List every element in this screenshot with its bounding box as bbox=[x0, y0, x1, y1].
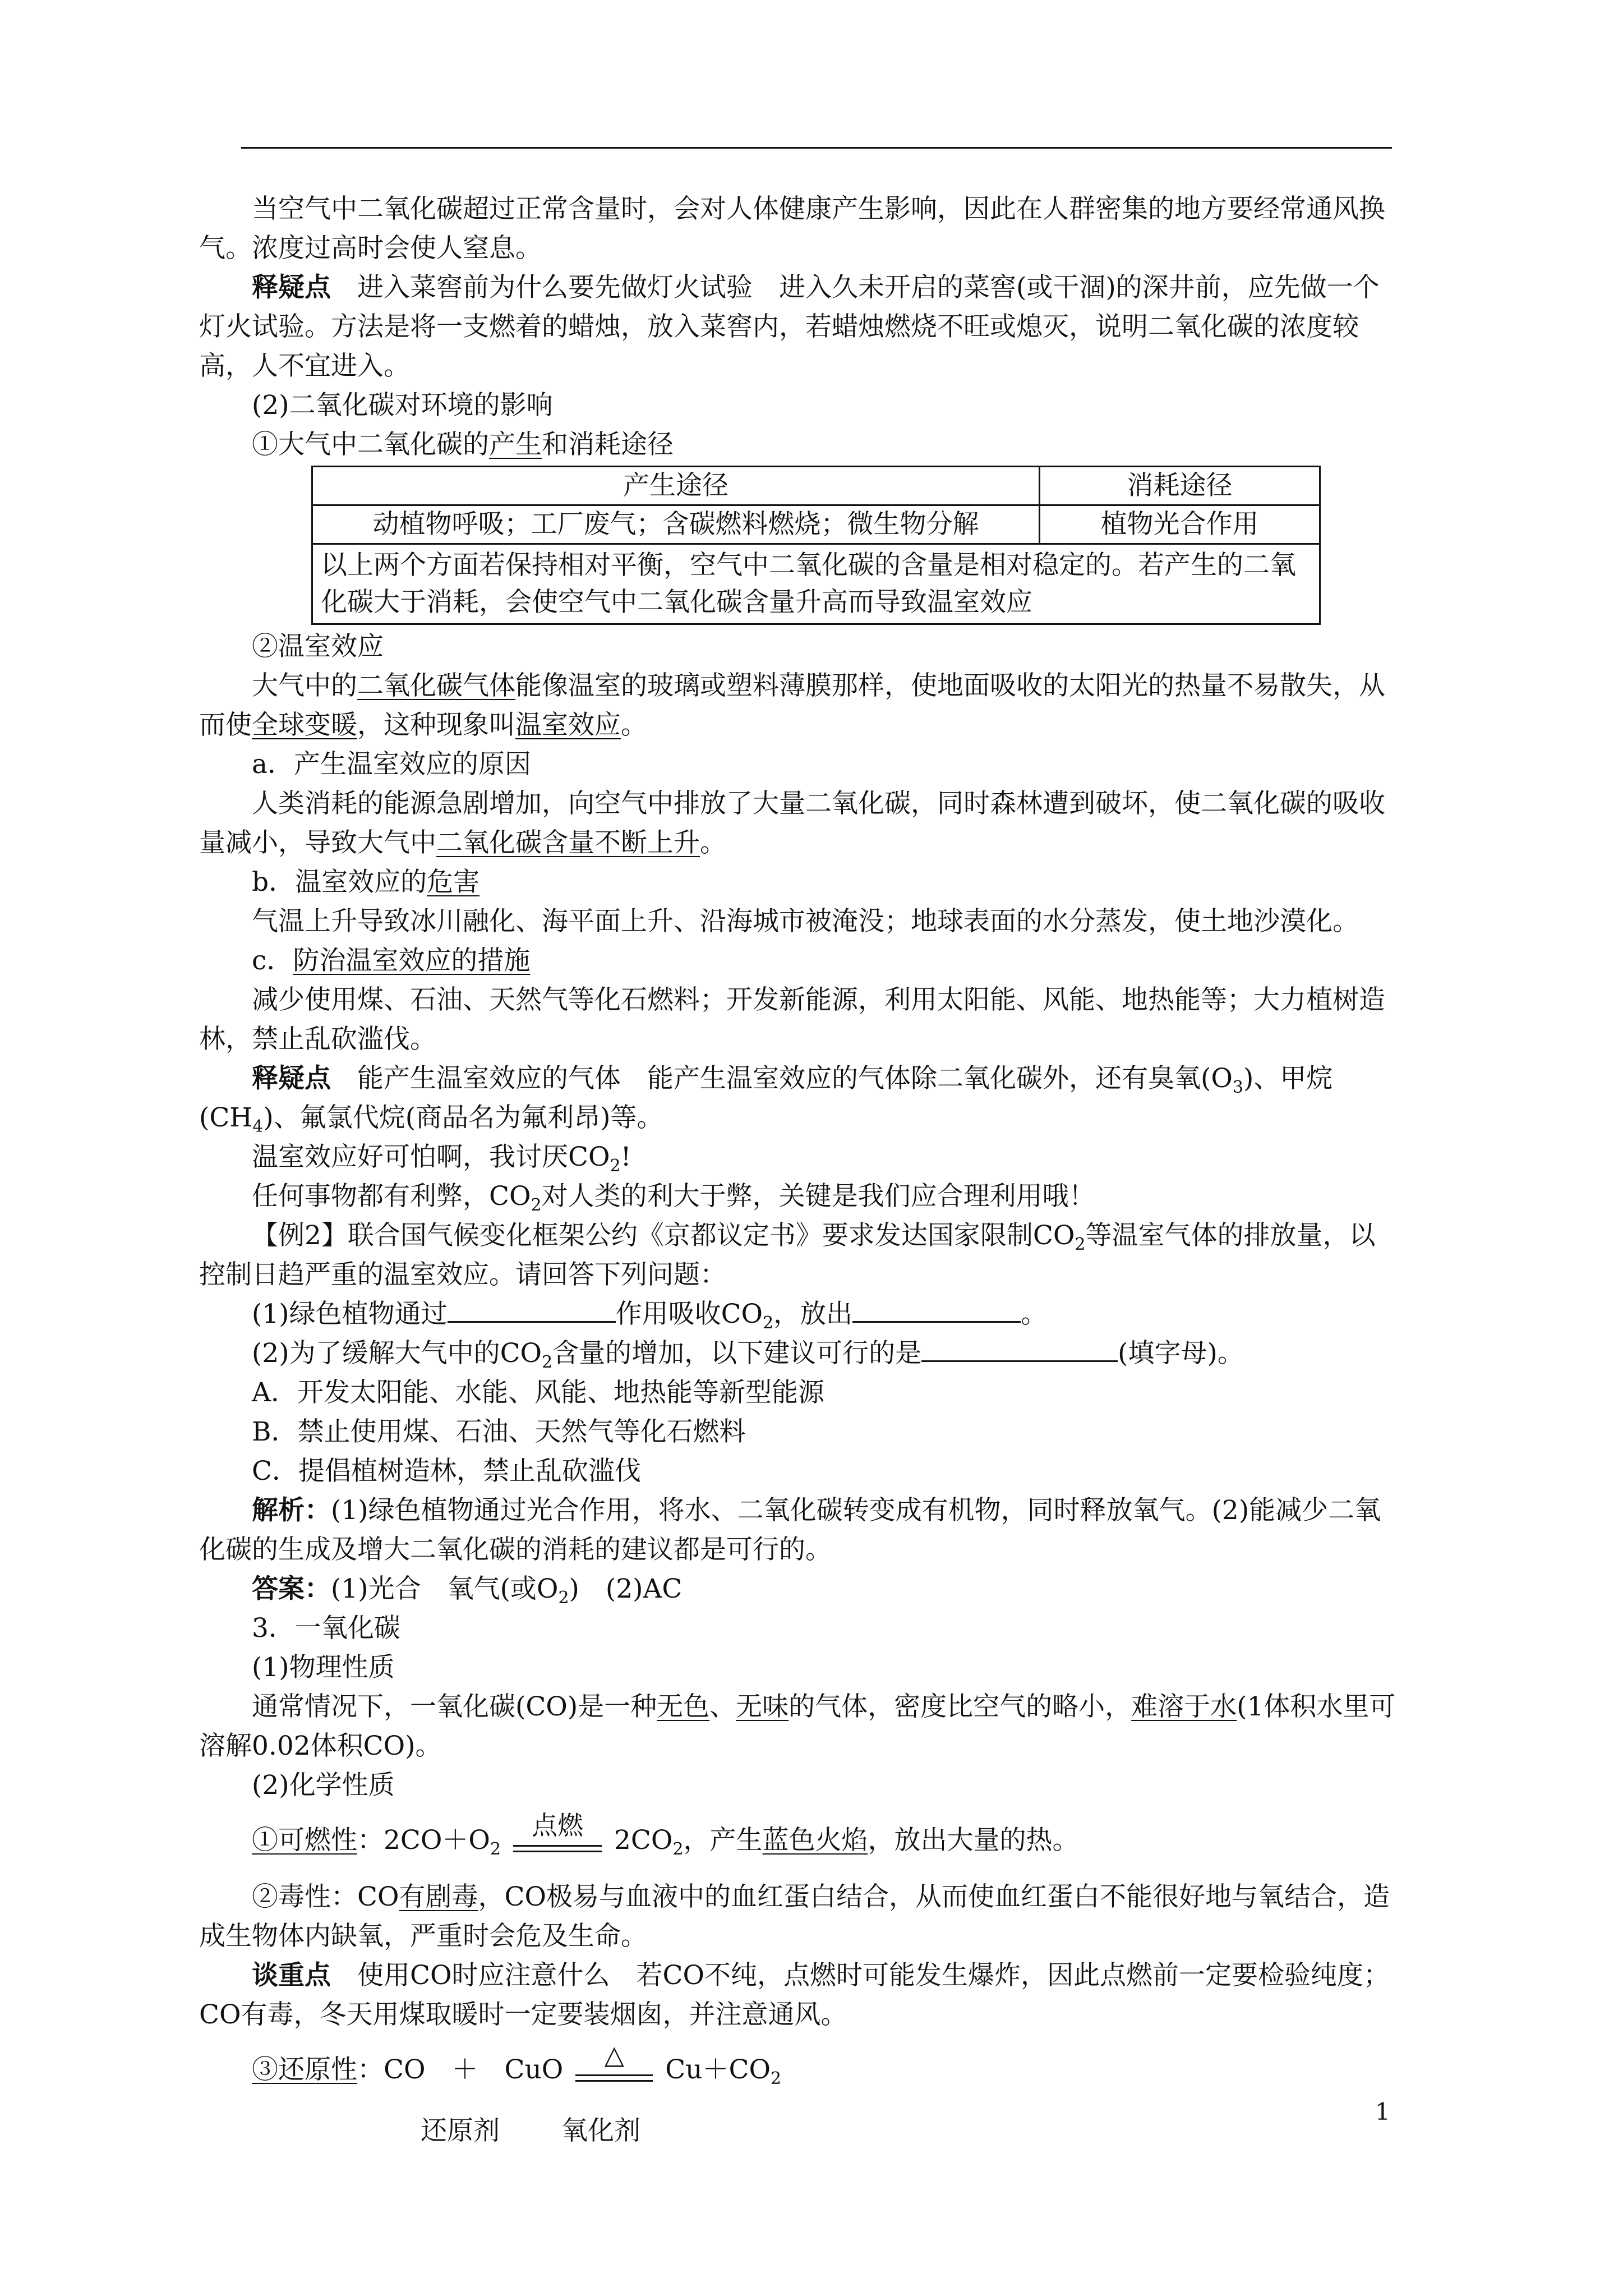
table-header-consume: 消耗途径 bbox=[1040, 467, 1320, 505]
answer-blank bbox=[921, 1336, 1118, 1362]
example-2-q1: (1)绿色植物通过 作用吸收$CO_2$，放出 。 bbox=[199, 1295, 1396, 1334]
document-body bbox=[199, 190, 1396, 2151]
heading-physical: (1)物理性质 bbox=[252, 1652, 395, 1683]
label-clarify: 释疑点 bbox=[252, 1063, 331, 1094]
example-2-stem: 【例2】联合国气候变化框架公约《京都议定书》要求发达国家限制$CO_2$等温室气体的排放量，以控制日趋严重的温室效应。请回答下列问题： bbox=[199, 1220, 1376, 1290]
paragraph-greenhouse: 大气中的二氧化碳气体能像温室的玻璃或塑料薄膜那样，使地面吸收的太阳光的热量不易散失，从而使全球变暖，这种现象叫温室效应。 bbox=[199, 670, 1385, 740]
reaction-condition: 点燃 bbox=[510, 1823, 605, 1862]
heading-paths: ①大气中二氧化碳的产生和消耗途径 bbox=[252, 429, 674, 460]
paragraph-toxicity: ②毒性：CO有剧毒，CO极易与血液中的血红蛋白结合，从而使血红蛋白不能很好地与氧结合，造成生物体内缺氧，严重时会危及生命。 bbox=[199, 1881, 1390, 1952]
paragraph-physical: 通常情况下，一氧化碳(CO)是一种无色、无味的气体，密度比空气的略小，难溶于水(1体积水里可溶解0.02体积CO)。 bbox=[199, 1691, 1396, 1761]
combustion-equation: ①可燃性：$2CO+O_2$ 点燃 $2CO_2$，产生蓝色火焰，放出大量的热。 bbox=[199, 1821, 1396, 1862]
reaction-condition: △ bbox=[572, 2052, 656, 2091]
reaction-agents bbox=[199, 2111, 1396, 2151]
reducing-agent-label: 还原剂 bbox=[421, 2115, 500, 2146]
table-header-produce: 产生途径 bbox=[312, 467, 1040, 505]
heading-cause: a．产生温室效应的原因 bbox=[252, 749, 532, 780]
label-clarify: 释疑点 bbox=[252, 272, 331, 303]
heading-greenhouse: ②温室效应 bbox=[252, 631, 384, 662]
option-b: B．禁止使用煤、石油、天然气等化石燃料 bbox=[252, 1416, 746, 1447]
table-row bbox=[312, 467, 1320, 505]
oxidizing-agent-label: 氧化剂 bbox=[561, 2115, 640, 2146]
paragraph-co2-health: 当空气中二氧化碳超过正常含量时，会对人体健康产生影响，因此在人群密集的地方要经常通风换气。浓度过高时会使人窒息。 bbox=[199, 194, 1385, 264]
table-cell-produce: 动植物呼吸；工厂废气；含碳燃料燃烧；微生物分解 bbox=[312, 505, 1040, 544]
table-cell-note: 以上两个方面若保持相对平衡，空气中二氧化碳的含量是相对稳定的。若产生的二氧化碳大于消耗，会使空气中二氧化碳含量升高而导致温室效应 bbox=[312, 544, 1320, 624]
co2-path-table bbox=[311, 466, 1321, 625]
heading-co: 3．一氧化碳 bbox=[252, 1613, 400, 1644]
table-row bbox=[312, 505, 1320, 544]
analysis: 解析：(1)绿色植物通过光合作用，将水、二氧化碳转变成有机物，同时释放氧气。(2)能减少二氧化碳的生成及增大二氧化碳的消耗的建议都是可行的。 bbox=[199, 1495, 1381, 1565]
heading-measures: c．防治温室效应的措施 bbox=[252, 945, 531, 976]
answer: 答案：(1)光合 氧气(或$O_2$) (2)AC bbox=[252, 1573, 683, 1608]
answer-blank bbox=[852, 1296, 1021, 1323]
paragraph-cause: 人类消耗的能源急剧增加，向空气中排放了大量二氧化碳，同时森林遭到破坏，使二氧化碳的吸收量减小，导致大气中二氧化碳含量不断上升。 bbox=[199, 788, 1385, 858]
paragraph-gases: 释疑点 能产生温室效应的气体 能产生温室效应的气体除二氧化碳外，还有臭氧$(O_3)$、甲烷$(CH_4)$、氟氯代烷(商品名为氟利昂)等。 bbox=[199, 1063, 1333, 1137]
heading-harm: b．温室效应的危害 bbox=[252, 867, 480, 898]
answer-blank bbox=[448, 1296, 616, 1323]
table-row bbox=[312, 544, 1320, 624]
table-cell-consume: 植物光合作用 bbox=[1040, 505, 1320, 544]
cellar-test-text: 进入久未开启的菜窖(或干涸)的深井前，应先做一个灯火试验。方法是将一支燃着的蜡烛，放入菜窖内，若蜡烛燃烧不旺或熄灭，说明二氧化碳的浓度较高，人不宜进入。 bbox=[199, 272, 1380, 381]
paragraph-cellar-test bbox=[199, 268, 1396, 386]
dialog-line-2: 任何事物都有利弊，$CO_2$对人类的利大于弊，关键是我们应合理利用哦！ bbox=[252, 1181, 1095, 1215]
option-a: A．开发太阳能、水能、风能、地热能等新型能源 bbox=[252, 1377, 824, 1408]
page-number: 1 bbox=[1375, 2098, 1390, 2125]
paragraph-co-safety: 谈重点 使用CO时应注意什么 若CO不纯，点燃时可能发生爆炸，因此点燃前一定要检验纯度；CO有毒，冬天用煤取暖时一定要装烟囱，并注意通风。 bbox=[199, 1960, 1390, 2030]
option-c: C．提倡植树造林，禁止乱砍滥伐 bbox=[252, 1456, 641, 1487]
reduction-equation: ③还原性：CO ＋ CuO △ $Cu+CO_2$ bbox=[199, 2050, 1396, 2091]
cellar-test-title: 进入菜窖前为什么要先做灯火试验 bbox=[331, 272, 779, 303]
paragraph-measures: 减少使用煤、石油、天然气等化石燃料；开发新能源，利用太阳能、风能、地热能等；大力植树造林，禁止乱砍滥伐。 bbox=[199, 984, 1385, 1055]
label-key-point: 谈重点 bbox=[252, 1960, 331, 1991]
heading-environment: (2)二氧化碳对环境的影响 bbox=[252, 390, 553, 421]
example-2-q2: (2)为了缓解大气中的$CO_2$含量的增加，以下建议可行的是 (填字母)。 bbox=[199, 1334, 1396, 1373]
header-rule bbox=[241, 147, 1392, 149]
paragraph-harm: 气温上升导致冰川融化、海平面上升、沿海城市被淹没；地球表面的水分蒸发，使土地沙漠化。 bbox=[252, 906, 1359, 937]
heading-chemical: (2)化学性质 bbox=[252, 1770, 395, 1801]
dialog-line-1: 温室效应好可怕啊，我讨厌$CO_2$! bbox=[252, 1142, 631, 1176]
